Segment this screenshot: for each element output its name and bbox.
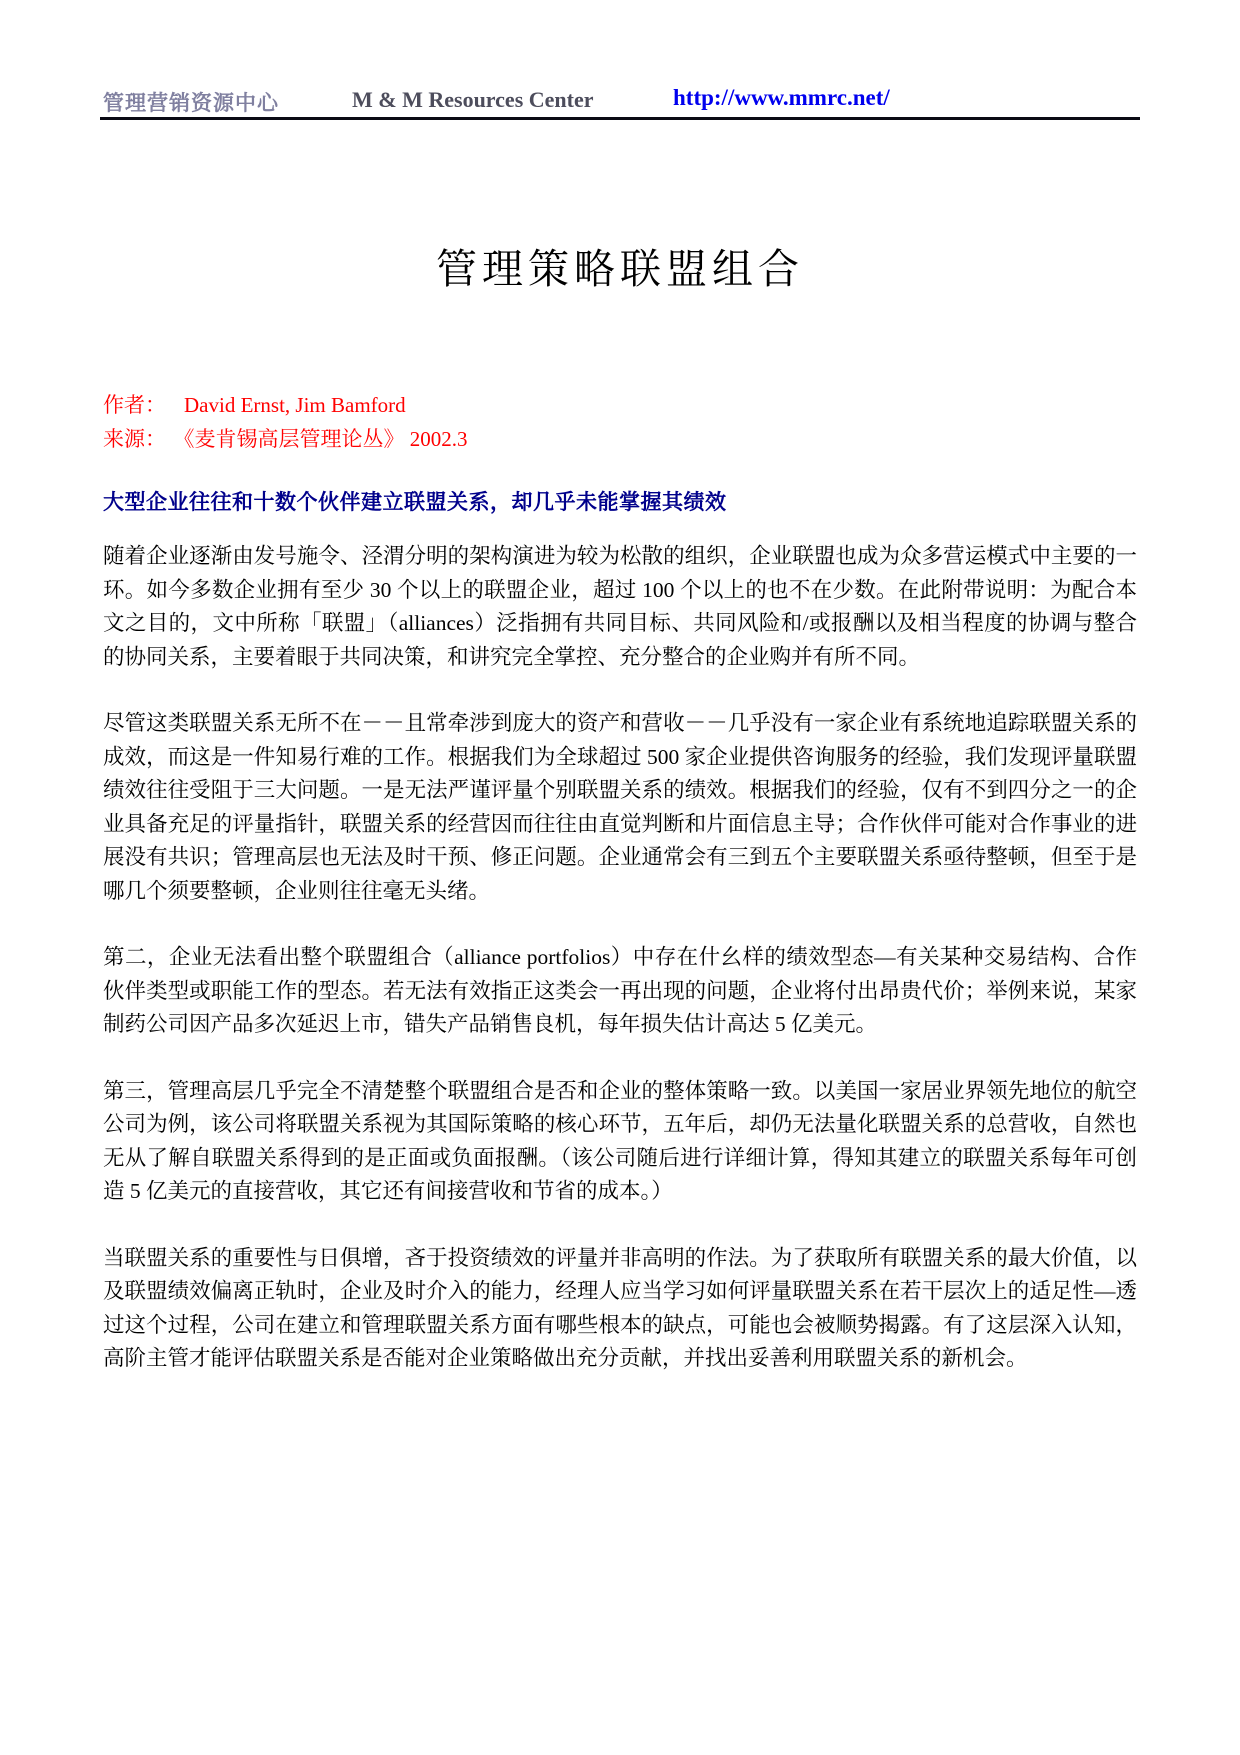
site-name-english: M & M Resources Center: [352, 87, 594, 112]
article-meta: [103, 388, 468, 456]
site-url-link[interactable]: http://www.mmrc.net/: [673, 85, 890, 110]
author-label: 作者：: [103, 393, 166, 417]
paragraph: 当联盟关系的重要性与日俱增，吝于投资绩效的评量并非高明的作法。为了获取所有联盟关系的最大价值，以及联盟绩效偏离正轨时，企业及时介入的能力，经理人应当学习如何评量联盟关系在若干层次上的适足性—透过这个过程，公司在建立和管理联盟关系方面有哪些根本的缺点，可能也会被顺势揭露。有了这层深入认知，高阶主管才能评估联盟关系是否能对企业策略做出充分贡献，并找出妥善利用联盟关系的新机会。: [103, 1245, 1137, 1370]
paragraph: 尽管这类联盟关系无所不在－－且常牵涉到庞大的资产和营收－－几乎没有一家企业有系统地追踪联盟关系的成效，而这是一件知易行难的工作。根据我们为全球超过 500 家企业提供咨询服务的经验，我们发现评量联盟绩效往往受阻于三大问题。一是无法严谨评量个别联盟关系的绩效。根据我们的经验，仅有不到四分之一的企业具备充足的评量指针，联盟关系的经营因而往往由直觉判断和片面信息主导；合作伙伴可能对合作事业的进展没有共识；管理高层也无法及时干预、修正问题。企业通常会有三到五个主要联盟关系亟待整顿，但至于是哪几个须要整顿，企业则往往毫无头绪。: [103, 711, 1137, 903]
author-value: David Ernst, Jim Bamford: [184, 393, 406, 417]
source-label: 来源：: [103, 427, 166, 451]
source-line: [103, 422, 468, 456]
paragraph: 第二，企业无法看出整个联盟组合（alliance portfolios）中存在什幺样的绩效型态—有关某种交易结构、合作伙伴类型或职能工作的型态。若无法有效指正这类会一再出现的问题，企业将付出昂贵代价；举例来说，某家制药公司因产品多次延迟上市，错失产品销售良机，每年损失估计高达 5 亿美元。: [103, 945, 1137, 1036]
source-value: 《麦肯锡高层管理论丛》 2002.3: [184, 427, 468, 451]
header-divider: [100, 117, 1140, 120]
page-title: 管理策略联盟组合: [436, 246, 804, 292]
paragraph: 随着企业逐渐由发号施令、泾渭分明的架构演进为较为松散的组织，企业联盟也成为众多营运模式中主要的一环。如今多数企业拥有至少 30 个以上的联盟企业，超过 100 个以上的也不在少数。在此附带说明：为配合本文之目的，文中所称「联盟」（alliances）泛指拥有共同目标、共同风险和/或报酬以及相当程度的协调与整合的协同关系，主要着眼于共同决策，和讲究完全掌控、充分整合的企业购并有所不同。: [103, 544, 1137, 669]
article-body: [103, 540, 1137, 1409]
author-line: [103, 388, 468, 422]
paragraph: 第三，管理高层几乎完全不清楚整个联盟组合是否和企业的整体策略一致。以美国一家居业界领先地位的航空公司为例，该公司将联盟关系视为其国际策略的核心环节，五年后，却仍无法量化联盟关系的总营收，自然也无从了解自联盟关系得到的是正面或负面报酬。（该公司随后进行详细计算，得知其建立的联盟关系每年可创造 5 亿美元的直接营收，其它还有间接营收和节省的成本。）: [103, 1078, 1137, 1203]
article-subtitle: 大型企业往往和十数个伙伴建立联盟关系，却几乎未能掌握其绩效: [103, 490, 727, 514]
site-name-chinese: 管理营销资源中心: [103, 91, 279, 115]
